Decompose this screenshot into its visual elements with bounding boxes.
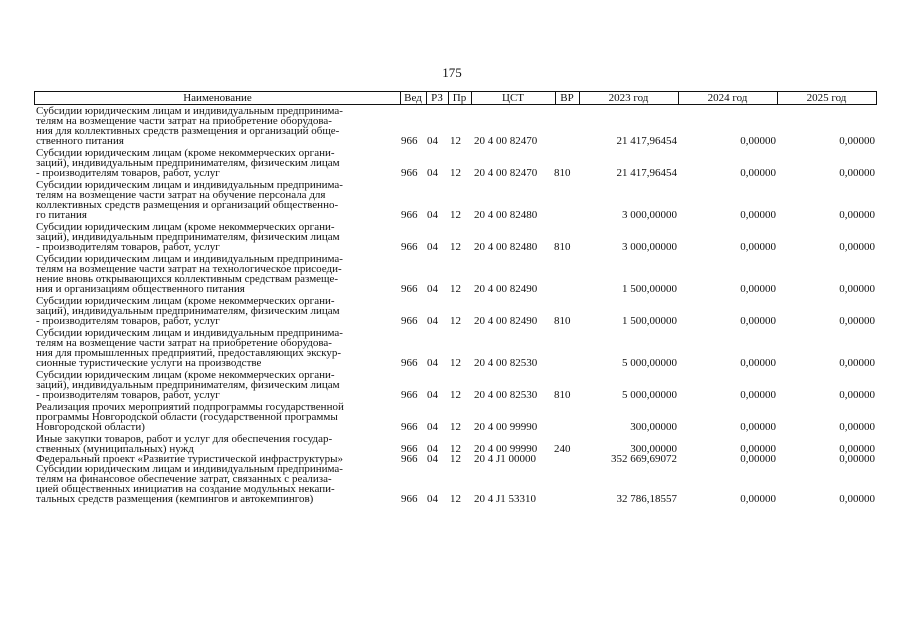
cell-pr: 12 [450,315,461,327]
row-name-line: Субсидии юридическим лицам и индивидуальным предпринима- [36,253,343,265]
cell-y2023: 352 669,69072 [611,453,677,465]
cell-rz: 04 [427,421,438,433]
cell-cst: 20 4 00 82470 [474,167,538,179]
header-ved: Вед [400,92,427,104]
cell-rz: 04 [427,241,438,253]
cell-ved: 966 [401,389,418,401]
table-row [34,148,877,178]
cell-y2023: 1 500,00000 [622,315,677,327]
cell-rz: 04 [427,209,438,221]
cell-y2025: 0,00000 [839,357,875,369]
cell-y2024: 0,00000 [740,443,776,455]
row-name-line: сионные туристические услуги на производстве [36,357,262,369]
cell-ved: 966 [401,135,418,147]
cell-y2024: 0,00000 [740,283,776,295]
row-name-line: заций), индивидуальным предпринимателям, физическим лицам [36,305,340,317]
cell-pr: 12 [450,357,461,369]
cell-ved: 966 [401,241,418,253]
row-name-line: Субсидии юридическим лицам и индивидуальным предпринима- [36,327,343,339]
table-row [34,464,877,504]
row-name-line: ственных (муниципальных) нужд [36,443,194,455]
cell-y2025: 0,00000 [839,389,875,401]
cell-ved: 966 [401,167,418,179]
row-name-line: Субсидии юридическим лицам (кроме некоммерческих органи- [36,369,335,381]
row-name [36,180,398,220]
row-name-line: телям на возмещение части затрат на технологическое присоеди- [36,263,342,275]
row-name-line: го питания [36,209,87,221]
cell-pr: 12 [450,443,461,455]
cell-ved: 966 [401,315,418,327]
header-vr: ВР [555,92,580,104]
row-name-line: - производителям товаров, работ, услуг [36,389,220,401]
cell-vr: 810 [554,315,571,327]
cell-y2025: 0,00000 [839,315,875,327]
cell-y2023: 3 000,00000 [622,241,677,253]
table-header [34,91,877,105]
cell-rz: 04 [427,453,438,465]
header-rz: РЗ [426,92,449,104]
table-row [34,434,877,454]
cell-cst: 20 4 00 82480 [474,209,538,221]
cell-vr: 240 [554,443,571,455]
table-row [34,402,877,432]
table-row [34,106,877,146]
row-name-line: заций), индивидуальным предпринимателям, физическим лицам [36,231,340,243]
cell-y2025: 0,00000 [839,167,875,179]
row-name [36,254,398,294]
row-name-line: телям на возмещение части затрат на приобретение оборудова- [36,337,332,349]
cell-rz: 04 [427,389,438,401]
row-name-line: - производителям товаров, работ, услуг [36,241,220,253]
header-2025: 2025 год [806,92,847,104]
row-name-line: программы Новгородской области (государственной программы [36,411,338,423]
cell-y2025: 0,00000 [839,493,875,505]
header-pr: Пр [448,92,472,104]
header-name: Наименование [35,92,401,104]
table-body [34,106,877,504]
cell-ved: 966 [401,421,418,433]
row-name-line: - производителям товаров, работ, услуг [36,315,220,327]
row-name-line: Федеральный проект «Развитие туристической инфраструктуры» [36,453,344,465]
row-name-line: Иные закупки товаров, работ и услуг для обеспечения государ- [36,433,333,445]
header-cst: ЦСТ [471,92,556,104]
cell-y2024: 0,00000 [740,241,776,253]
cell-y2023: 3 000,00000 [622,209,677,221]
cell-y2023: 300,00000 [630,443,677,455]
cell-y2023: 1 500,00000 [622,283,677,295]
row-name [36,106,398,146]
cell-y2023: 5 000,00000 [622,389,677,401]
cell-y2024: 0,00000 [740,209,776,221]
table-row [34,222,877,252]
cell-y2024: 0,00000 [740,453,776,465]
row-name-line: Субсидии юридическим лицам и индивидуальным предпринима- [36,179,343,191]
row-name-line: Субсидии юридическим лицам и индивидуальным предпринима- [36,463,343,475]
row-name [36,296,398,326]
cell-pr: 12 [450,283,461,295]
cell-y2023: 5 000,00000 [622,357,677,369]
table-row [34,370,877,400]
cell-cst: 20 4 00 99990 [474,421,538,433]
cell-y2024: 0,00000 [740,357,776,369]
cell-y2024: 0,00000 [740,135,776,147]
cell-ved: 966 [401,493,418,505]
page-number: 175 [442,65,462,80]
cell-pr: 12 [450,421,461,433]
cell-cst: 20 4 00 99990 [474,443,538,455]
cell-vr: 810 [554,167,571,179]
cell-vr: 810 [554,389,571,401]
cell-y2023: 300,00000 [630,421,677,433]
row-name-line: заций), индивидуальным предпринимателям, физическим лицам [36,157,340,169]
cell-y2025: 0,00000 [839,283,875,295]
cell-pr: 12 [450,493,461,505]
row-name [36,402,398,432]
cell-rz: 04 [427,283,438,295]
cell-y2025: 0,00000 [839,453,875,465]
cell-y2023: 21 417,96454 [616,135,677,147]
row-name-line: ственного питания [36,135,124,147]
cell-cst: 20 4 00 82530 [474,389,538,401]
cell-pr: 12 [450,389,461,401]
row-name-line: Субсидии юридическим лицам и индивидуальным предпринима- [36,105,343,117]
cell-ved: 966 [401,283,418,295]
row-name-line: ния для промышленных предприятий, предоставляющих экскур- [36,347,342,359]
cell-pr: 12 [450,209,461,221]
cell-ved: 966 [401,209,418,221]
row-name [36,222,398,252]
cell-cst: 20 4 J1 53310 [474,493,537,505]
cell-rz: 04 [427,167,438,179]
header-2023: 2023 год [579,92,679,104]
cell-y2023: 32 786,18557 [616,493,677,505]
cell-y2024: 0,00000 [740,167,776,179]
table-row [34,296,877,326]
row-name-line: телям на финансовое обеспечение затрат, связанных с реализа- [36,473,332,485]
cell-rz: 04 [427,493,438,505]
row-name-line: тальных средств размещения (кемпингов и автокемпингов) [36,493,314,505]
row-name-line: Новгородской области) [36,421,145,433]
row-name [36,464,398,504]
cell-pr: 12 [450,167,461,179]
cell-y2025: 0,00000 [839,421,875,433]
row-name-line: коллективных средств размещения и организаций общественно- [36,199,339,211]
cell-y2023: 21 417,96454 [616,167,677,179]
cell-y2025: 0,00000 [839,241,875,253]
cell-y2025: 0,00000 [839,209,875,221]
table-row [34,180,877,220]
row-name-line: Субсидии юридическим лицам (кроме некоммерческих органи- [36,221,335,233]
cell-y2025: 0,00000 [839,135,875,147]
cell-rz: 04 [427,443,438,455]
row-name-line: цией общественных инициатив на создание модульных некапи- [36,483,335,495]
cell-rz: 04 [427,357,438,369]
row-name [36,370,398,400]
row-name [36,434,398,454]
row-name-line: Субсидии юридическим лицам (кроме некоммерческих органи- [36,147,335,159]
cell-y2024: 0,00000 [740,493,776,505]
table-row [34,328,877,368]
row-name [36,148,398,178]
header-2024: 2024 год [678,92,778,104]
row-name-line: нение вновь открывающихся коллективным средствам размеще- [36,273,339,285]
budget-table [34,91,877,504]
cell-rz: 04 [427,315,438,327]
row-name-line: телям на возмещение части затрат на приобретение оборудова- [36,115,332,127]
row-name-line: ния и организациям общественного питания [36,283,245,295]
cell-cst: 20 4 00 82490 [474,283,538,295]
cell-cst: 20 4 00 82530 [474,357,538,369]
table-row [34,254,877,294]
cell-pr: 12 [450,453,461,465]
row-name-line: ния для коллективных средств размещения и организаций обще- [36,125,340,137]
cell-vr: 810 [554,241,571,253]
cell-cst: 20 4 00 82480 [474,241,538,253]
cell-ved: 966 [401,443,418,455]
row-name-line: Реализация прочих мероприятий подпрограммы государственной [36,401,344,413]
cell-cst: 20 4 00 82490 [474,315,538,327]
cell-pr: 12 [450,135,461,147]
cell-y2025: 0,00000 [839,443,875,455]
row-name-line: телям на возмещение части затрат на обучение персонала для [36,189,326,201]
cell-pr: 12 [450,241,461,253]
cell-y2024: 0,00000 [740,315,776,327]
row-name [36,328,398,368]
row-name-line: заций), индивидуальным предпринимателям, физическим лицам [36,379,340,391]
cell-y2024: 0,00000 [740,421,776,433]
cell-y2024: 0,00000 [740,389,776,401]
row-name-line: Субсидии юридическим лицам (кроме некоммерческих органи- [36,295,335,307]
row-name-line: - производителям товаров, работ, услуг [36,167,220,179]
cell-ved: 966 [401,453,418,465]
cell-cst: 20 4 00 82470 [474,135,538,147]
cell-rz: 04 [427,135,438,147]
cell-ved: 966 [401,357,418,369]
cell-cst: 20 4 J1 00000 [474,453,537,465]
